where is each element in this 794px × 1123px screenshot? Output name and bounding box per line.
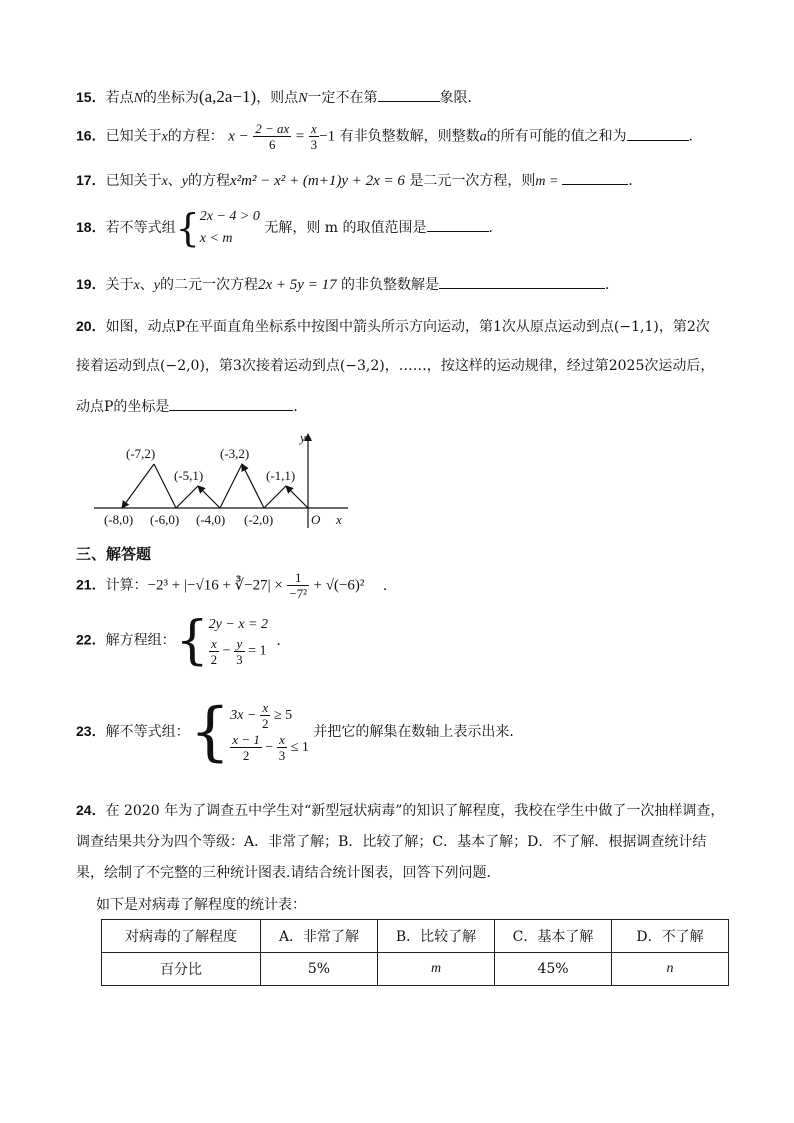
left-brace-icon: { [189, 695, 231, 769]
point-label: (-8,0) [104, 512, 134, 527]
motion-path-figure [90, 428, 360, 532]
answer-blank[interactable] [378, 101, 440, 102]
question-number: 24． [76, 802, 106, 818]
question-number: 20． [76, 318, 106, 334]
question-number: 22． [76, 631, 106, 648]
question-number: 23． [76, 723, 106, 739]
x-axis-label: x [336, 512, 342, 527]
fraction: $\frac{x}{3}$ [310, 121, 318, 152]
move-6 [176, 486, 198, 508]
table-cell: 百分比 [102, 953, 261, 986]
move-5 [198, 486, 220, 508]
y-axis-label: y [300, 430, 306, 445]
table-row [102, 953, 729, 986]
question-number: 17． [76, 172, 106, 188]
point-label: (-6,0) [150, 512, 180, 527]
fraction: $\frac{1}{\text{−7²}}$ [289, 570, 308, 601]
question-24-line3: 果，绘制了不完整的三种统计图表.请结合统计图表，回答下列问题． [76, 865, 501, 881]
answer-blank[interactable] [562, 184, 628, 185]
question-number: 21． [76, 576, 106, 593]
table-header: 对病毒的了解程度 [102, 920, 261, 953]
move-3 [242, 464, 264, 508]
question-20-line2: 接着运动到点(−2,0)，第3次接着运动到点(−3,2)，……，按这样的运动规律，经过第2025次运动后， [76, 358, 715, 374]
answer-blank[interactable] [169, 410, 293, 411]
table-header: B．比较了解 [378, 920, 495, 953]
move-1 [286, 486, 308, 508]
equation-system: 2y − x = 2 $\frac{x}{2}$ − $\frac{y}{3}$ = 1 [208, 617, 268, 667]
table-header-row [102, 920, 729, 953]
question-21: 21．计算：−2³ + |−√16 + ∛−27| × $\frac{1}{\text{−7²}}$ + √(−6)² ． [76, 570, 397, 601]
question-16: 16．已知关于x的方程： x − $\frac{2 - ax}{6}$ = $\frac{x}{3}$ −1 有非负整数解，则整数a的所有可能的值之和为 ． [76, 121, 703, 152]
point-label: (-1,1) [266, 468, 296, 483]
answer-blank[interactable] [627, 140, 689, 141]
move-2 [264, 486, 286, 508]
question-23: 23．解不等式组：{ 3x − $\frac{x}{2}$ ≥ 5 $\frac{x - 1}{2}$ − $\frac{x}{3}$ ≤ 1 并把它的解集在数轴上表示出来． [76, 695, 524, 769]
question-15: 15．若点N的坐标为(a,2a−1)，则点N一定不在第 象限． [76, 87, 482, 106]
question-20-line1: 20．如图，动点P在平面直角坐标系中按图中箭头所示方向运动，第1次从原点运动到点(−1,1)，第2次 [76, 318, 710, 335]
point-label: (-7,2) [126, 446, 156, 461]
question-19: 19．关于x、y的二元一次方程2x + 5y = 17 的非负整数解是 ． [76, 276, 620, 293]
question-number: 15． [76, 89, 106, 105]
section-title: 三、解答题 [76, 546, 152, 563]
inequality-system: 3x − $\frac{x}{2}$ ≥ 5 $\frac{x - 1}{2}$ − $\frac{x}{3}$ ≤ 1 [230, 700, 309, 764]
answer-blank[interactable] [427, 231, 489, 232]
origin-label: O [311, 512, 321, 527]
table-cell: n [612, 953, 729, 986]
question-17: 17．已知关于x、y的方程x²m² − x² + (m+1)y + 2x = 6 是二元一次方程，则m = ． [76, 172, 643, 189]
fraction: $\frac{2 - ax}{6}$ [255, 121, 290, 152]
point-label: (-4,0) [196, 512, 226, 527]
question-20-line3: 动点P的坐标是 ． [76, 399, 308, 415]
left-brace-icon: { [175, 206, 200, 250]
table-header: C．基本了解 [495, 920, 612, 953]
table-header: A．非常了解 [261, 920, 378, 953]
question-24-line1: 24．在 2020 年为了调查五中学生对“新型冠状病毒”的知识了解程度，我校在学生中做了一次抽样调查， [76, 802, 725, 819]
question-22: 22．解方程组：{ 2y − x = 2 $\frac{x}{2}$ − $\frac{y}{3}$ = 1 ． [76, 610, 291, 671]
question-18: 18．若不等式组{ 2x − 4 > 0 x < m 无解，则 m 的取值范围是 ． [76, 206, 503, 250]
table-cell: 5% [261, 953, 378, 986]
statistics-table [101, 919, 729, 986]
point-label: (-3,2) [220, 446, 250, 461]
move-4 [220, 464, 242, 508]
table-cell: 45% [495, 953, 612, 986]
inequality-system: 2x − 4 > 0 x < m [199, 209, 260, 246]
question-number: 18． [76, 219, 106, 235]
point-label: (-5,1) [174, 468, 204, 483]
question-24-line4: 如下是对病毒了解程度的统计表： [96, 897, 306, 913]
question-24-line2: 调查结果共分为四个等级：A．非常了解；B．比较了解；C．基本了解；D．不了解．根据调查统计结 [76, 834, 707, 850]
table-cell: m [378, 953, 495, 986]
move-8 [122, 464, 154, 508]
question-number: 16． [76, 127, 106, 144]
point-label: (-2,0) [244, 512, 274, 527]
question-number: 19． [76, 276, 106, 292]
left-brace-icon: { [175, 610, 209, 671]
answer-blank[interactable] [439, 288, 605, 289]
move-7 [154, 464, 176, 508]
table-header: D．不了解 [612, 920, 729, 953]
